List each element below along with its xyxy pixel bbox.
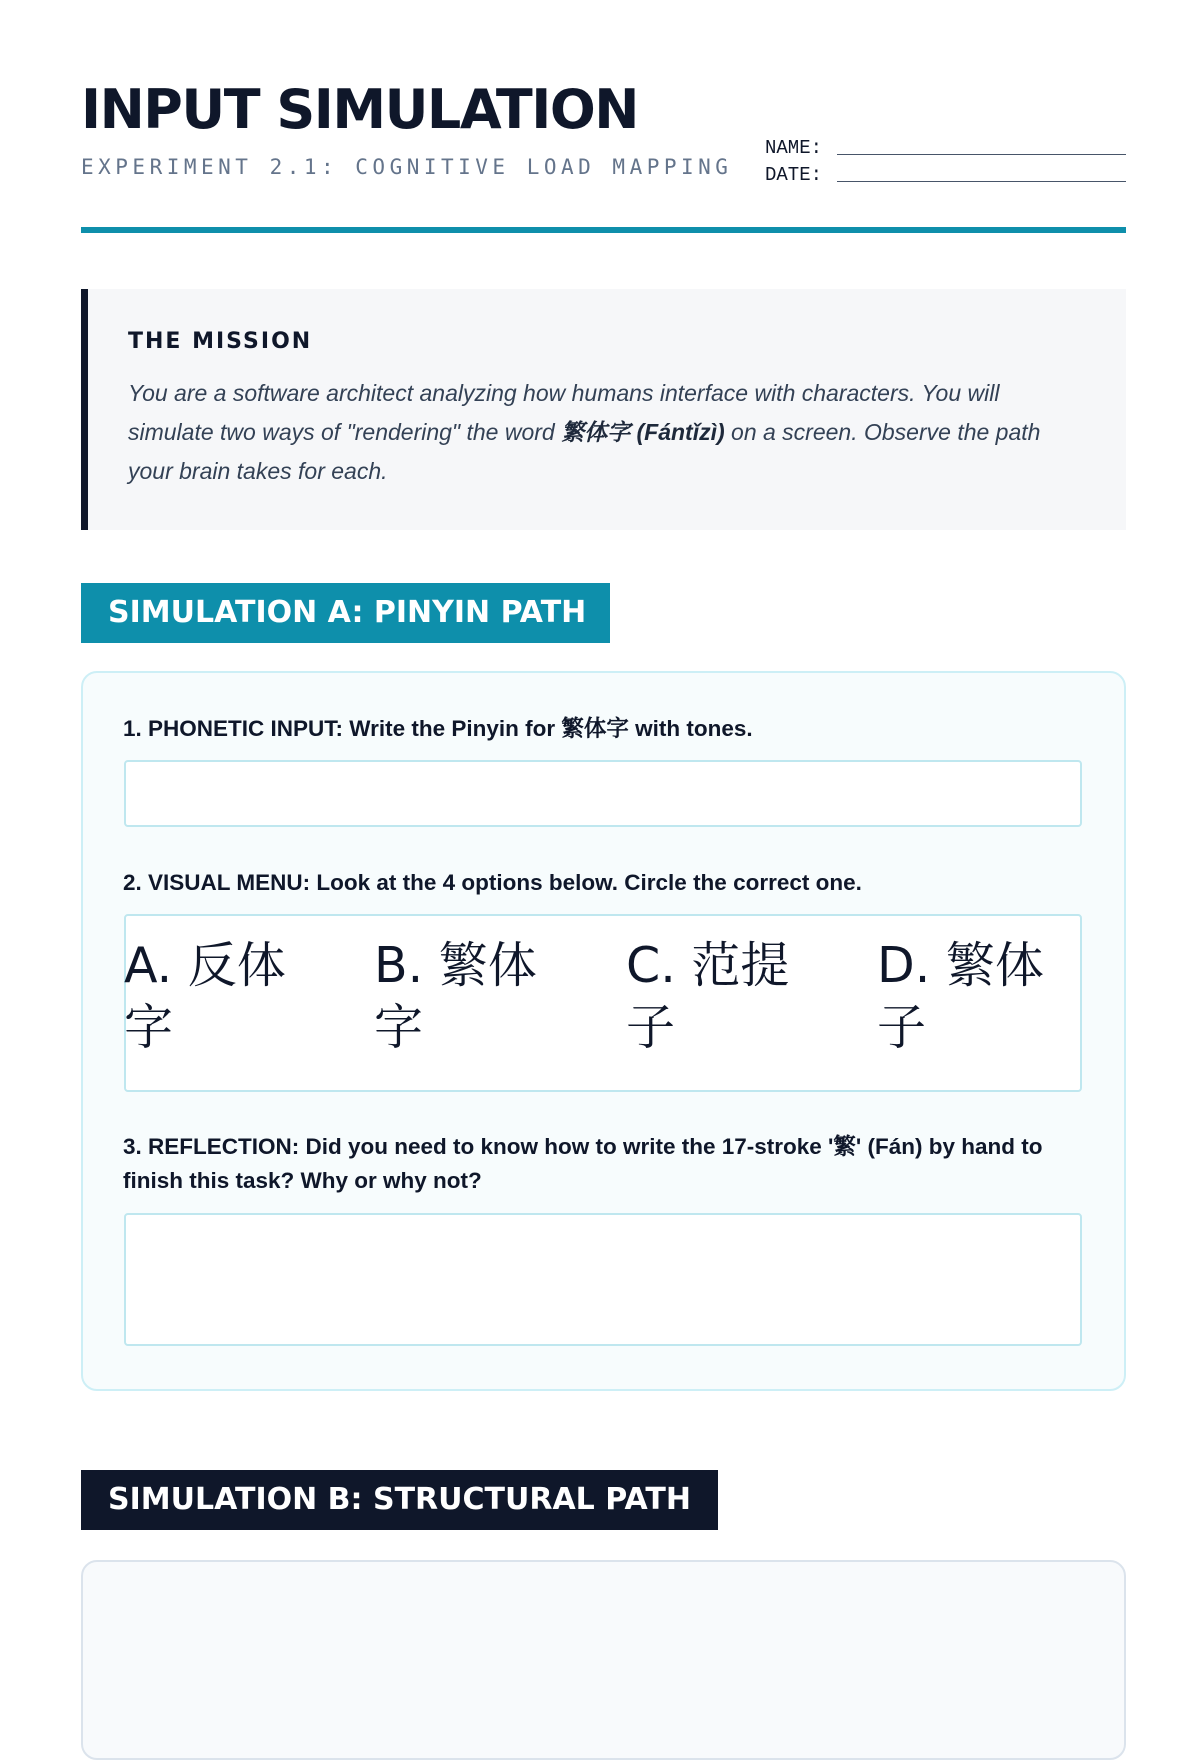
page-subtitle: EXPERIMENT 2.1: COGNITIVE LOAD MAPPING bbox=[81, 155, 733, 179]
date-row bbox=[765, 159, 1126, 186]
mission-keyword: 繁体字 (Fántǐzì) bbox=[561, 419, 725, 445]
mission-title: THE MISSION bbox=[128, 329, 313, 354]
date-label: DATE: bbox=[765, 164, 823, 186]
mission-text-end: on a screen. Observe the path your brain takes for each. bbox=[128, 419, 1041, 484]
simulation-a-heading: SIMULATION A: PINYIN PATH bbox=[81, 583, 610, 643]
option-d[interactable]: D. 繁体子 bbox=[877, 937, 1044, 1056]
page-title: INPUT SIMULATION bbox=[81, 78, 638, 141]
question-visual-menu: 2. VISUAL MENU: Look at the 4 options below. Circle the correct one. bbox=[123, 870, 862, 895]
options-list bbox=[124, 935, 1082, 1075]
mission-text-start: You are a software architect analyzing how humans interface with characters. You will simulate two ways of "rendering" the word bbox=[128, 380, 1000, 445]
date-field[interactable] bbox=[837, 161, 1126, 182]
header-divider bbox=[81, 227, 1126, 233]
simulation-b-heading: SIMULATION B: STRUCTURAL PATH bbox=[81, 1470, 718, 1530]
student-info bbox=[765, 132, 1126, 186]
mission-panel bbox=[81, 289, 1126, 530]
worksheet-page bbox=[81, 0, 1126, 1517]
question-reflection: 3. REFLECTION: Did you need to know how to write the 17-stroke '繁' (Fán) by hand to finish this task? Why or why not? bbox=[123, 1134, 1043, 1193]
pinyin-answer-field[interactable] bbox=[124, 760, 1082, 827]
option-c[interactable]: C. 范提子 bbox=[626, 937, 790, 1056]
name-label: NAME: bbox=[765, 137, 823, 159]
name-field[interactable] bbox=[837, 134, 1126, 155]
reflection-answer-field[interactable] bbox=[124, 1213, 1082, 1346]
header bbox=[81, 0, 1126, 234]
name-row bbox=[765, 132, 1126, 159]
option-a[interactable]: A. 反体字 bbox=[124, 937, 286, 1056]
option-b[interactable]: B. 繁体字 bbox=[374, 937, 537, 1056]
simulation-b-card bbox=[81, 1560, 1126, 1760]
question-phonetic-input: 1. PHONETIC INPUT: Write the Pinyin for 繁体字 with tones. bbox=[123, 716, 753, 741]
mission-text bbox=[128, 374, 1086, 491]
